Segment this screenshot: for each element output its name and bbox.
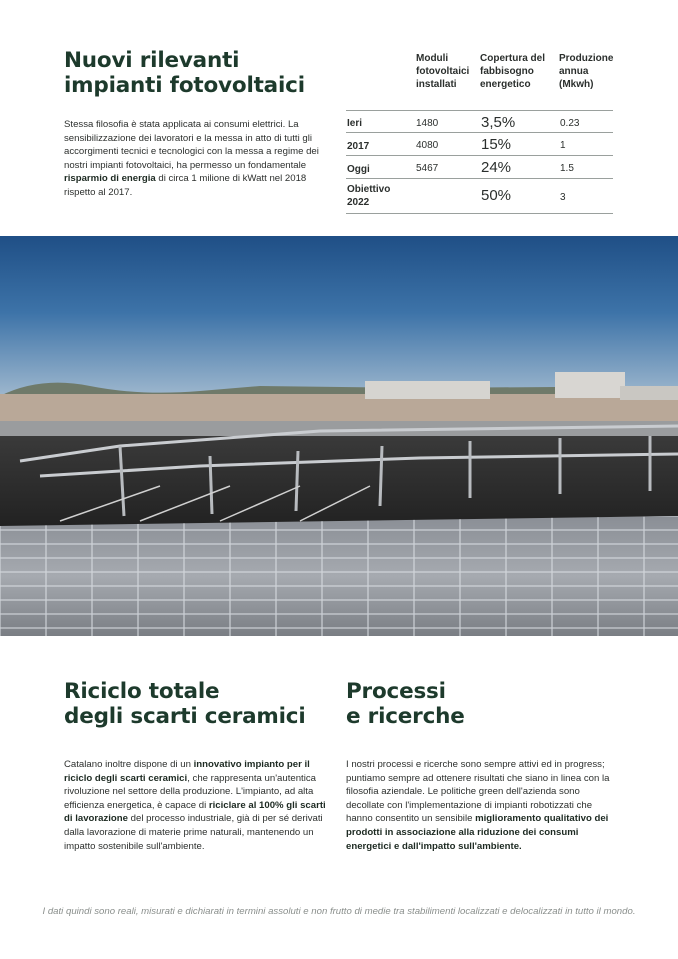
footer-note: I dati quindi sono reali, misurati e dichiarati in termini assoluti e non frutto di medie tra stabilimenti localizzati e delocalizzati in tutto il mondo. xyxy=(42,906,636,917)
section-title-fotovoltaici xyxy=(64,48,324,98)
table-divider xyxy=(346,213,613,214)
solar-plant-photo xyxy=(0,236,678,636)
table-divider xyxy=(346,110,613,111)
table-divider xyxy=(346,132,613,133)
table-divider xyxy=(346,178,613,179)
title-line: Processi xyxy=(346,679,446,704)
table-divider xyxy=(346,155,613,156)
cell-copertura: 3,5% xyxy=(481,114,516,131)
row-label: Ieri xyxy=(347,118,363,129)
cell-copertura: 50% xyxy=(481,187,512,204)
title-line: Riciclo totale xyxy=(64,679,220,704)
bold-text: innovativo impianto per il riciclo degli scarti ceramici xyxy=(64,759,310,784)
cell-produzione: 1 xyxy=(560,140,566,151)
section-title-riciclo xyxy=(64,679,324,729)
text-run: Catalano inoltre dispone di un xyxy=(64,759,194,770)
cell-copertura: 15% xyxy=(481,136,512,153)
cell-produzione: 0.23 xyxy=(560,118,580,129)
text-run: Stessa filosofia è stata applicata ai consumi elettrici. La sensibilizzazione dei lavoratori e la messa in atto di tutti gli accorgimenti tecnici e tecnologici con la messa a regime dei nostri impianti fotovoltaici, ha permesso un fondamentale xyxy=(64,119,319,171)
cell-moduli: 1480 xyxy=(416,118,439,129)
column-header-copertura: Copertura del fabbisogno energetico xyxy=(480,53,546,90)
cell-produzione: 1.5 xyxy=(560,163,574,174)
title-line: Nuovi rilevanti xyxy=(64,48,240,73)
column-header-produzione: Produzione annua (Mkwh) xyxy=(559,53,614,90)
section-title-processi xyxy=(346,679,606,729)
text-run: del processo industriale, già di per sé derivati dalla lavorazione di materie prime naturali, mantenendo un impatto sostenibile sull'ambiente. xyxy=(64,813,323,852)
title-line: impianti fotovoltaici xyxy=(64,73,305,98)
cell-produzione: 3 xyxy=(560,192,566,203)
cell-copertura: 24% xyxy=(481,159,512,176)
bold-text: risparmio di energia xyxy=(64,173,156,185)
column-header-moduli: Moduli fotovoltaici installati xyxy=(416,53,470,90)
paragraph-riciclo xyxy=(64,758,326,853)
text-run: di circa 1 milione di kWatt nel 2018 rispetto al 2017. xyxy=(64,173,307,198)
paragraph-fotovoltaici xyxy=(64,118,322,200)
cell-moduli: 5467 xyxy=(416,163,439,174)
text-run: , che rappresenta un'autentica rivoluzione nel settore della produzione. L'impianto, ad alta efficienza energetica, è capace di xyxy=(64,772,316,811)
bold-text: riciclare al 100% gli scarti di lavorazione xyxy=(64,799,326,825)
row-label: Obiettivo 2022 xyxy=(347,184,391,208)
paragraph-processi xyxy=(346,758,616,853)
row-label: Oggi xyxy=(347,164,370,175)
text-run: I nostri processi e ricerche sono sempre attivi ed in progress; puntiamo sempre ad ottenere risultati che siano in linea con la filosofia aziendale. Le politiche green dell'azienda sono decollate con l'implementazione di impianti robotizzati che hanno consentito un sensibile xyxy=(346,759,610,825)
title-line: e ricerche xyxy=(346,704,465,729)
title-line: degli scarti ceramici xyxy=(64,704,306,729)
row-label: 2017 xyxy=(347,141,370,152)
bold-text: miglioramento qualitativo dei prodotti in associazione alla riduzione dei consumi energetici e dall'impatto sull'ambiente. xyxy=(346,813,609,852)
cell-moduli: 4080 xyxy=(416,140,439,151)
